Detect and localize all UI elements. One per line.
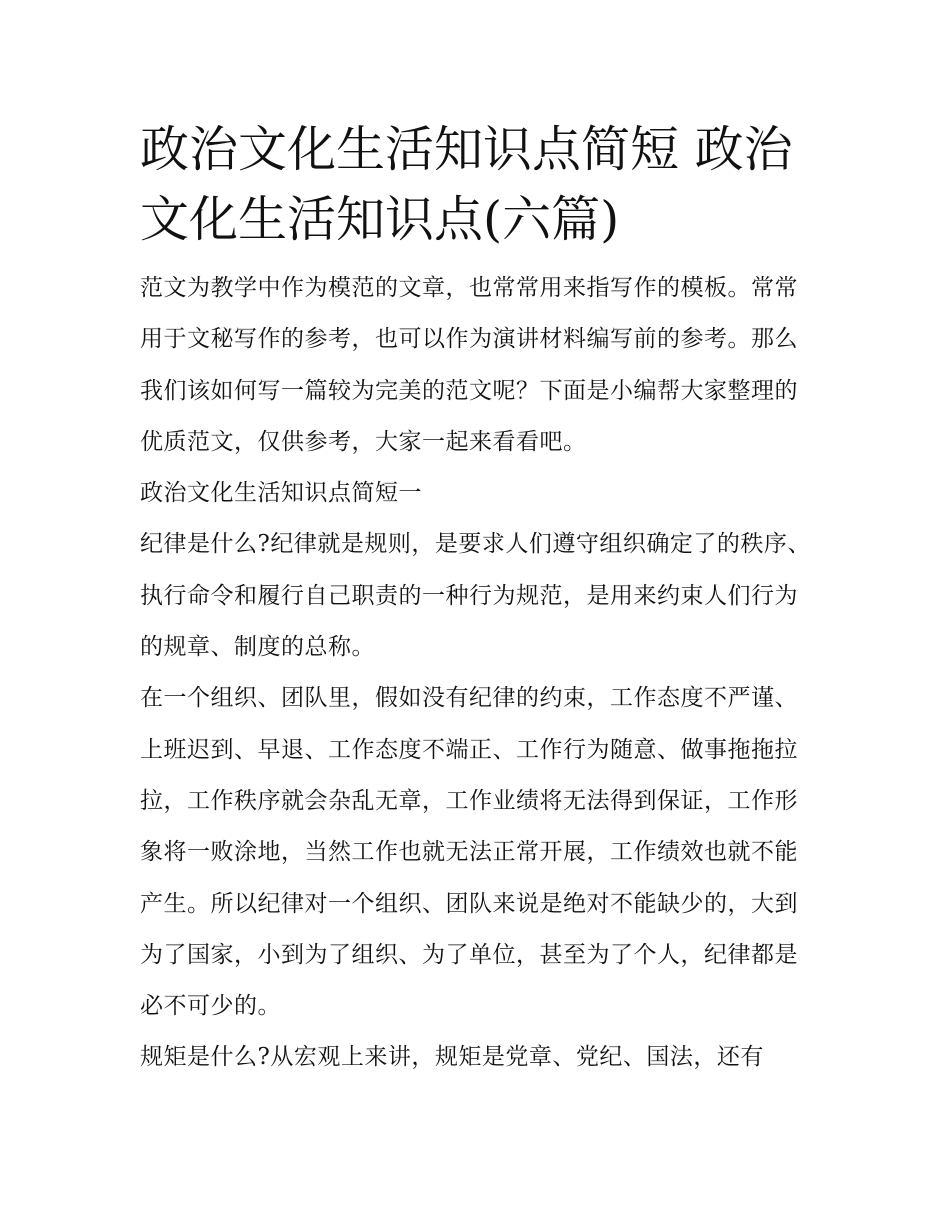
document-page [140, 115, 815, 1084]
body-paragraph-rules: 规矩是什么?从宏观上来讲，规矩是党章、党纪、国法，还有 [140, 1044, 764, 1071]
document-title: 政治文化生活知识点简短 政治文化生活知识点(六篇) [140, 121, 793, 248]
intro-paragraph: 范文为教学中作为模范的文章，也常常用来指写作的模板。常常用于文秘写作的参考，也可以作为演讲材料编写前的参考。那么我们该如何写一篇较为完美的范文呢？下面是小编帮大家整理的优质范文，仅供参考，大家一起来看看吧。 [140, 275, 798, 455]
body-paragraph-organization: 在一个组织、团队里，假如没有纪律的约束，工作态度不严谨、上班迟到、早退、工作态度不端正、工作行为随意、做事拖拖拉拉，工作秩序就会杂乱无章，工作业绩将无法得到保证，工作形象将一败涂地，当然工作也就无法正常开展，工作绩效也就不能产生。所以纪律对一个组织、团队来说是绝对不能缺少的，大到为了国家，小到为了组织、为了单位，甚至为了个人，纪律都是必不可少的。 [140, 685, 798, 1020]
section-heading: 政治文化生活知识点简短一 [140, 480, 422, 507]
document-body [140, 263, 815, 1084]
body-paragraph-discipline: 纪律是什么?纪律就是规则，是要求人们遵守组织确定了的秩序、执行命令和履行自己职责的一种行为规范，是用来约束人们行为的规章、制度的总称。 [140, 531, 811, 661]
